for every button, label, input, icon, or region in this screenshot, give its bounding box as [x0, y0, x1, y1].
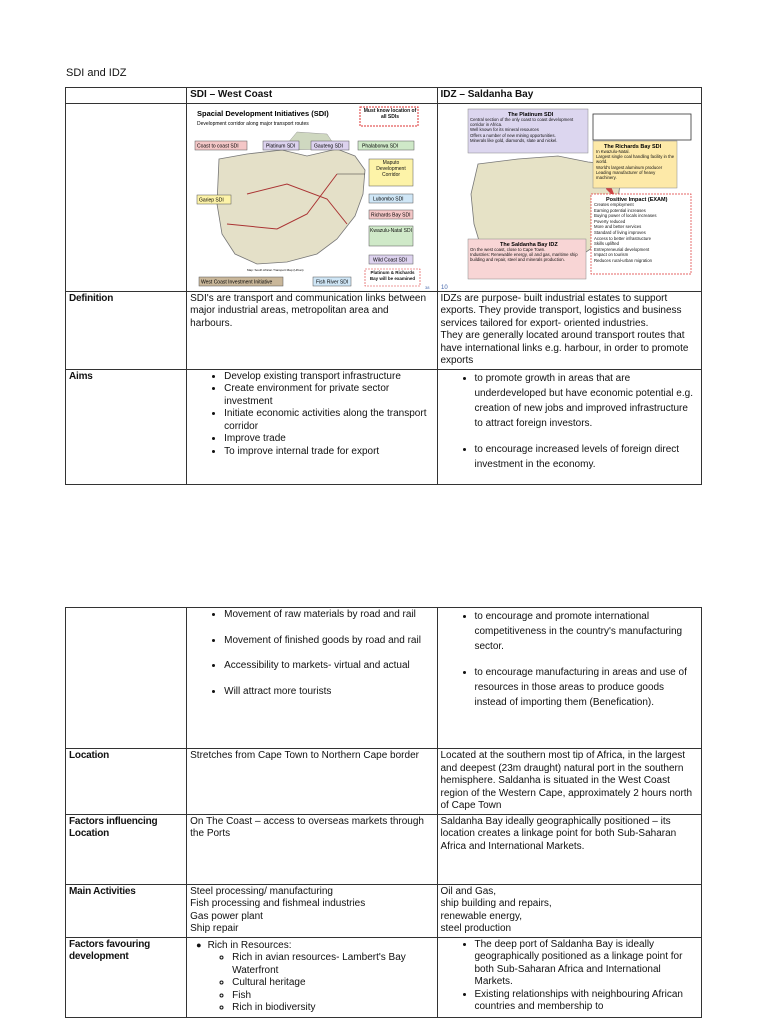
header-empty-cell: [66, 88, 187, 104]
saldanha-point-2: Industries: Renewable energy, oil and gas, maritime ship building and repair, steel and minerals production.: [469, 251, 578, 262]
aims-cont-label-cell: [66, 608, 187, 749]
saldanha-point-1: On the west coast, close to Cape Town.: [469, 246, 545, 252]
activities-label: Main Activities: [66, 884, 187, 937]
page-mark: 38: [425, 284, 430, 290]
factors-location-sdi: On The Coast – access to overseas markets through the Ports: [187, 814, 437, 884]
corner-mark: 10: [440, 284, 448, 291]
sdi-map-subtitle: Development corridor along major transport routes: [197, 120, 309, 127]
definition-label: Definition: [66, 291, 187, 369]
aims-idz-item: • to promote growth in areas that are underdeveloped but have economic potential e.g. creation of new jobs and improved infrastructure to attract foreign investors.: [475, 371, 699, 431]
aims-sdi-item: • Develop existing transport infrastructure: [224, 371, 433, 384]
positive-point-1: Creates employment: [593, 201, 634, 207]
label-gauteng: Gauteng SDI: [314, 143, 344, 149]
definition-idz-2: They are generally located around transport routes that have international links e.g. harbour, in order to promote exports: [440, 330, 689, 366]
header-idz: IDZ – Saldanha Bay: [437, 88, 702, 104]
aims-cont-sdi-item: • Accessibility to markets- virtual and actual: [224, 660, 433, 673]
sdi-map-title: Spacial Development Initiatives (SDI): [197, 108, 329, 118]
factors-dev-sdi-item: ◦ Rich in biodiversity: [232, 1002, 433, 1015]
idz-map-cell: [437, 103, 702, 291]
saldanha-title: The Saldanha Bay IDZ: [499, 241, 558, 248]
label-maputo: Maputo Development Corridor: [376, 159, 406, 178]
sdi-map-cell: [187, 103, 437, 291]
positive-point-5: More and better services: [593, 223, 641, 229]
must-know-fo: [362, 108, 418, 126]
location-sdi: Stretches from Cape Town to Northern Cape border: [187, 749, 437, 815]
map-row-label-cell: [66, 103, 187, 291]
positive-point-11: Reduces rural-urban migration: [593, 257, 652, 263]
aims-sdi-item: • Create environment for private sector investment: [224, 383, 433, 408]
aims-label: Aims: [66, 369, 187, 484]
richards-title: The Richards Bay SDI: [603, 143, 661, 150]
aims-sdi-cell: [187, 369, 437, 484]
positive-point-3: Buying power of locals increases: [593, 212, 657, 218]
factors-dev-sdi-item: ◦ Fish: [232, 990, 433, 1003]
definition-sdi: SDI's are transport and communication links between major industrial areas, metropolitan area and harbours.: [187, 291, 437, 369]
factors-location-label: Factors influencing Location: [66, 814, 187, 884]
positive-point-6: Standard of living improves: [593, 229, 646, 235]
activity-idz: Oil and Gas,: [440, 885, 497, 897]
richards-point-2: Largest single coal handling facility in the world.: [595, 153, 674, 164]
comparison-table-top: [65, 87, 702, 485]
positive-point-2: Earning potential increases: [593, 207, 646, 213]
sdi-map-image: [187, 104, 435, 291]
label-gariep: Gariep SDI: [199, 197, 224, 203]
aims-cont-sdi-item: • Will attract more tourists: [224, 686, 433, 699]
label-platinum: Platinum SDI: [266, 143, 296, 149]
positive-point-7: Access to better infrastructure: [593, 235, 651, 241]
label-wild-coast: Wild Coast SDI: [373, 257, 408, 263]
label-platinum-note: Platinum & Richards Bay will be examined: [370, 269, 416, 280]
label-fish-river: Fish River SDI: [316, 279, 349, 285]
positive-point-4: Poverty reduced: [593, 218, 625, 224]
positive-point-10: Impact on tourism: [593, 251, 628, 257]
activity-idz: ship building and repairs,: [440, 898, 552, 909]
aims-sdi-item: • Initiate economic activities along the transport corridor: [224, 408, 433, 433]
aims-cont-idz-cell: [437, 608, 702, 749]
factors-dev-idz-cell: [437, 937, 702, 1017]
label-richards-bay: Richards Bay SDI: [371, 212, 411, 218]
factors-dev-idz-item: • Existing relationships with neighbouring African countries and membership to: [475, 989, 699, 1014]
label-west-coast-investment: West Coast Investment Initiative: [201, 279, 273, 285]
must-know-text: Must know location of all SDIs: [363, 107, 417, 120]
platinum-point-2: Well known for its mineral resources: [469, 126, 539, 132]
aims-cont-sdi-item: • Movement of raw materials by road and rail: [224, 609, 433, 622]
activity-idz: renewable energy,: [440, 910, 523, 922]
activities-idz-cell: [437, 884, 702, 937]
platinum-point-3: Offers a number of new mining opportunities.: [469, 132, 556, 138]
aims-sdi-item: • Improve trade: [224, 433, 433, 446]
richards-point-4: Leading manufacturer of heavy machinery.: [595, 169, 655, 180]
label-lubombo: Lubombo SDI: [373, 196, 404, 202]
activity-sdi: Steel processing/ manufacturing: [190, 885, 333, 897]
aims-cont-sdi-item: • Movement of finished goods by road and rail: [224, 635, 433, 648]
positive-point-9: Entrepreneurial development: [593, 246, 649, 252]
definition-idz-cell: [437, 291, 702, 369]
location-label: Location: [66, 749, 187, 815]
positive-point-8: Skills uplifted: [593, 240, 619, 246]
aims-sdi-item: • To improve internal trade for export: [224, 446, 433, 459]
south-africa-shape: [217, 149, 365, 264]
label-kwazulu-natal: Kwazulu-Natal SDI: [370, 227, 413, 234]
aims-cont-idz-item: • to encourage manufacturing in areas and use of resources in those areas to produce goods instead of importing them (Benefication).: [475, 665, 699, 710]
factors-dev-label: Factors favouring development: [66, 937, 187, 1017]
blank-box: [593, 114, 691, 140]
factors-dev-sdi-head: Rich in Resources:: [207, 939, 292, 951]
platinum-title: The Platinum SDI: [507, 111, 553, 118]
activity-idz: steel production: [440, 923, 512, 934]
label-phalaborwa: Phalaborwa SDI: [362, 143, 399, 149]
activity-sdi: Gas power plant: [190, 910, 263, 922]
factors-location-idz: Saldanha Bay ideally geographically positioned – its location creates a linkage point for both Sub-Saharan Africa and International Markets.: [437, 814, 702, 884]
factors-dev-idz-item: • The deep port of Saldanha Bay is ideally geographically positioned as a linkage point for both Sub-Saharan Africa and International Markets.: [475, 939, 699, 989]
activity-sdi: Fish processing and fishmeal industries: [190, 898, 366, 909]
label-coast-to-coast: Coast to coast SDI: [197, 143, 239, 149]
factors-dev-sdi-item: ◦ Rich in avian resources- Lambert's Bay Waterfront: [232, 952, 433, 977]
idz-map-image: [438, 104, 700, 291]
richards-point-1: In Kwazulu-Natal.: [595, 148, 630, 154]
header-sdi: SDI – West Coast: [187, 88, 437, 104]
activity-sdi: Ship repair: [190, 923, 239, 934]
aims-cont-idz-item: • to encourage and promote international competitiveness in the country's manufacturing sector.: [475, 609, 699, 654]
aims-cont-sdi-cell: [187, 608, 437, 749]
positive-title: Positive Impact (EXAM): [605, 196, 667, 203]
definition-idz: IDZs are purpose- built industrial estates to support exports. They provide transport, logistics and business services tailored for export- oriented industries.: [440, 292, 682, 329]
document-title: SDI and IDZ: [66, 67, 127, 79]
platinum-point-4: Minerals like gold, diamonds, slate and nickel.: [469, 137, 557, 143]
factors-dev-sdi-cell: [187, 937, 437, 1017]
platinum-point-1: Central section of the only coast to coast development corridor in Africa.: [469, 116, 573, 127]
map-caption: Map: South African Transport Map (Urban): [247, 267, 304, 272]
location-idz: Located at the southern most tip of Africa, in the largest and deepest (23m draught) natural port in the southern hemisphere. Saldanha is situated in the West Coast region of the Western Cape, approximately 2 hours north of Cape Town: [437, 749, 702, 815]
richards-point-3: World's largest aluminum producer: [595, 164, 662, 170]
comparison-table-bottom: [65, 607, 702, 1018]
aims-idz-item: • to encourage increased levels of foreign direct investment in the economy.: [475, 442, 699, 472]
activities-sdi-cell: [187, 884, 437, 937]
factors-dev-sdi-item: ◦ Cultural heritage: [232, 977, 433, 990]
aims-idz-cell: [437, 369, 702, 484]
